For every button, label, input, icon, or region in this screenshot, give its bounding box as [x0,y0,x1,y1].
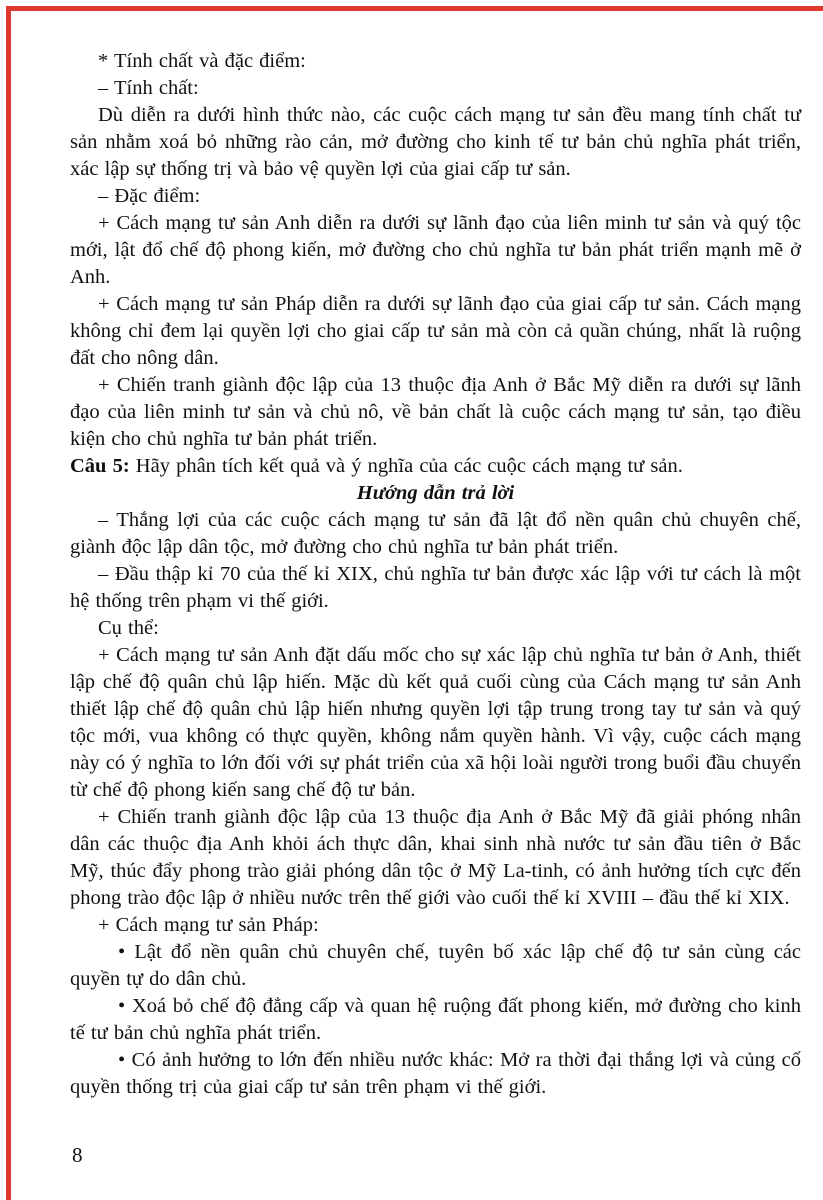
para-thang-loi: – Thắng lợi của các cuộc cách mạng tư sản đã lật đổ nền quân chủ chuyên chế, giành độc lập dân tộc, mở đường cho chủ nghĩa tư bản phát triển. [70,509,801,558]
question-label: Câu 5: [70,455,130,477]
para-bac-my-ket-qua: + Chiến tranh giành độc lập của 13 thuộc địa Anh ở Bắc Mỹ đã giải phóng nhân dân các thuộc địa Anh khỏi ách thực dân, khai sinh nhà nước tư sản đầu tiên ở Bắc Mỹ, thúc đẩy phong trào giải phóng dân tộc ở Mỹ La-tinh, có ảnh hưởng tích cực đến phong trào độc lập ở nhiều nước trên thế giới vào cuối thế kỉ XVIII – đầu thế kỉ XIX. [70,806,801,909]
para-chien-tranh-13-thuoc-dia: + Chiến tranh giành độc lập của 13 thuộc địa Anh ở Bắc Mỹ diễn ra dưới sự lãnh đạo của liên minh tư sản và chủ nô, về bản chất là cuộc cách mạng tư sản, tạo điều kiện cho chủ nghĩa tư bản phát triển. [70,374,801,450]
line-cu-the: Cụ thể: [98,617,159,639]
line-cach-mang-tu-san-phap: + Cách mạng tư sản Pháp: [98,914,319,936]
heading-tinh-chat-dac-diem: * Tính chất và đặc điểm: [98,50,306,72]
para-tinh-chat-detail: Dù diễn ra dưới hình thức nào, các cuộc cách mạng tư sản đều mang tính chất tư sản nhằm xoá bỏ những rào cản, mở đường cho kinh tế tư bản chủ nghĩa phát triển, xác lập sự thống trị và bảo vệ quyền lợi của giai cấp tư sản. [70,104,801,180]
page-number: 8 [72,1143,83,1167]
bullet-xoa-bo-dang-cap: • Xoá bỏ chế độ đẳng cấp và quan hệ ruộng đất phong kiến, mở đường cho kinh tế tư bản chủ nghĩa phát triển. [70,995,801,1044]
para-cach-mang-phap: + Cách mạng tư sản Pháp diễn ra dưới sự lãnh đạo của giai cấp tư sản. Cách mạng không chỉ đem lại quyền lợi cho giai cấp tư sản mà còn cả quần chúng, nhất là ruộng đất cho nông dân. [70,293,801,369]
answer-heading: Hướng dẫn trả lời [356,482,515,504]
question-text: Hãy phân tích kết quả và ý nghĩa của các cuộc cách mạng tư sản. [129,455,683,477]
line-dac-diem: – Đặc điểm: [98,185,201,207]
para-anh-ket-qua: + Cách mạng tư sản Anh đặt dấu mốc cho sự xác lập chủ nghĩa tư bản ở Anh, thiết lập chế độ quân chủ lập hiến. Mặc dù kết quả cuối cùng của Cách mạng tư sản Anh thiết lập chế độ quân chủ lập hiến nhưng quyền lợi tập trung trong tay tư sản và quý tộc mới, vua không có thực quyền, không nắm quyền hành. Vì vậy, cuộc cách mạng này có ý nghĩa to lớn đối với sự phát triển của xã hội loài người trong buổi đầu chuyển từ chế độ phong kiến sang chế độ tư bản. [70,644,801,801]
para-cach-mang-anh: + Cách mạng tư sản Anh diễn ra dưới sự lãnh đạo của liên minh tư sản và quý tộc mới, lật đổ chế độ phong kiến, mở đường cho chủ nghĩa tư bản phát triển mạnh mẽ ở Anh. [70,212,801,288]
bullet-lat-do-quan-chu: • Lật đổ nền quân chủ chuyên chế, tuyên bố xác lập chế độ tư sản cùng các quyền tự do dân chủ. [70,941,801,990]
question-cau-5 [70,453,801,480]
para-dau-thap-ki-70: – Đầu thập kỉ 70 của thế kỉ XIX, chủ nghĩa tư bản được xác lập với tư cách là một hệ thống trên phạm vi thế giới. [70,563,801,612]
line-tinh-chat: – Tính chất: [98,77,199,99]
bullet-anh-huong-to-lon: • Có ảnh hưởng to lớn đến nhiều nước khác: Mở ra thời đại thắng lợi và củng cố quyền thống trị của giai cấp tư sản trên phạm vi thế giới. [70,1049,801,1098]
